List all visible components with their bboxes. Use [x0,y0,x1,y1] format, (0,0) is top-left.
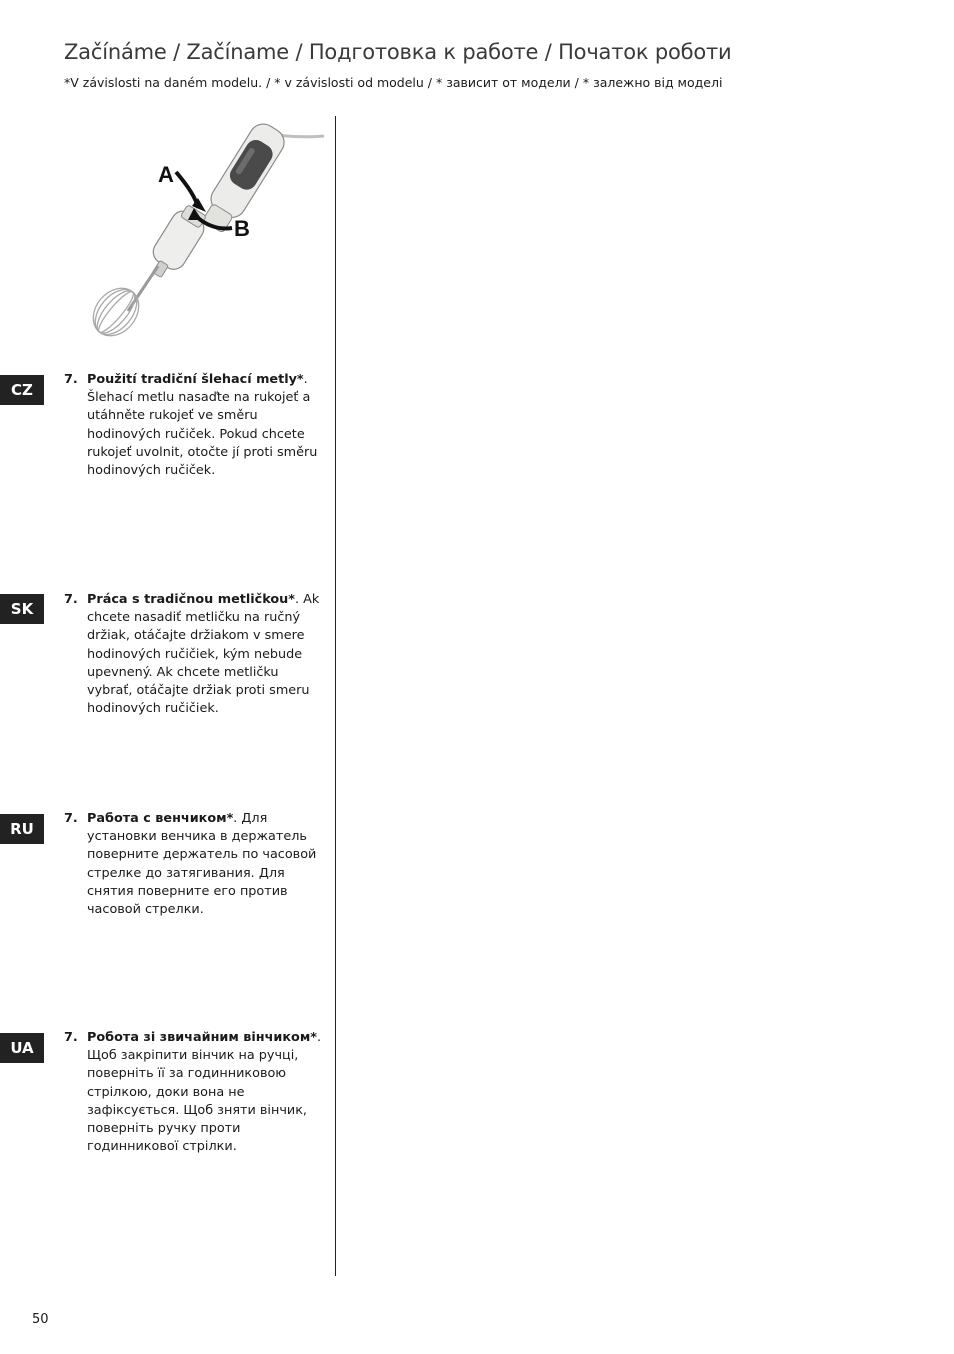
lang-tab-ru: RU [0,814,44,844]
step-heading: Работа с венчиком* [87,811,234,826]
step-number: 7. [64,1030,78,1045]
step-number: 7. [64,592,78,607]
step-text: . Šlehací metlu nasaďte na rukojeť a utáhněte rukojeť ve směru hodinových ručiček. Pokud chcete rukojeť uvolnit, otočte jí proti směru hodinových ručiček. [87,372,318,479]
label-b: B [234,216,250,241]
step-heading: Práca s tradičnou metličkou* [87,592,295,607]
model-footnote: *V závislosti na daném modelu. / * v závislosti od modelu / * зависит от модели / * залежно від моделі [64,75,723,90]
step-ua [64,1029,326,1156]
lang-tab-cz: CZ [0,375,44,405]
step-text: . Щоб закріпити вінчик на ручці, поверніть її за годинниковою стрілкою, доки вона не зафіксується. Щоб зняти вінчик, поверніть ручку проти годинникової стрілки. [87,1030,322,1155]
lang-tab-ua: UA [0,1033,44,1063]
step-heading: Použití tradiční šlehací metly* [87,372,304,387]
whisk-attachment-illustration [88,116,328,346]
step-number: 7. [64,372,78,387]
column-divider [335,116,336,1276]
step-text: . Для установки венчика в держатель поверните держатель по часовой стрелке до затягивания. Для снятия поверните его против часовой стрелки. [87,811,317,918]
page-number: 50 [32,1312,49,1327]
lang-tab-sk: SK [0,594,44,624]
label-a: A [158,162,174,187]
step-text: . Ak chcete nasadiť metličku na ručný držiak, otáčajte držiakom v smere hodinových ručičiek, kým nebude upevnený. Ak chcete metličku vybrať, otáčajte držiak proti smeru hodinových ručičiek. [87,592,320,717]
step-heading: Робота зі звичайним вінчиком* [87,1030,318,1045]
step-cz [64,371,326,480]
step-number: 7. [64,811,78,826]
page-title: Začínáme / Začíname / Подготовка к работе / Початок роботи [64,40,732,64]
step-ru [64,810,326,919]
step-sk [64,591,326,718]
